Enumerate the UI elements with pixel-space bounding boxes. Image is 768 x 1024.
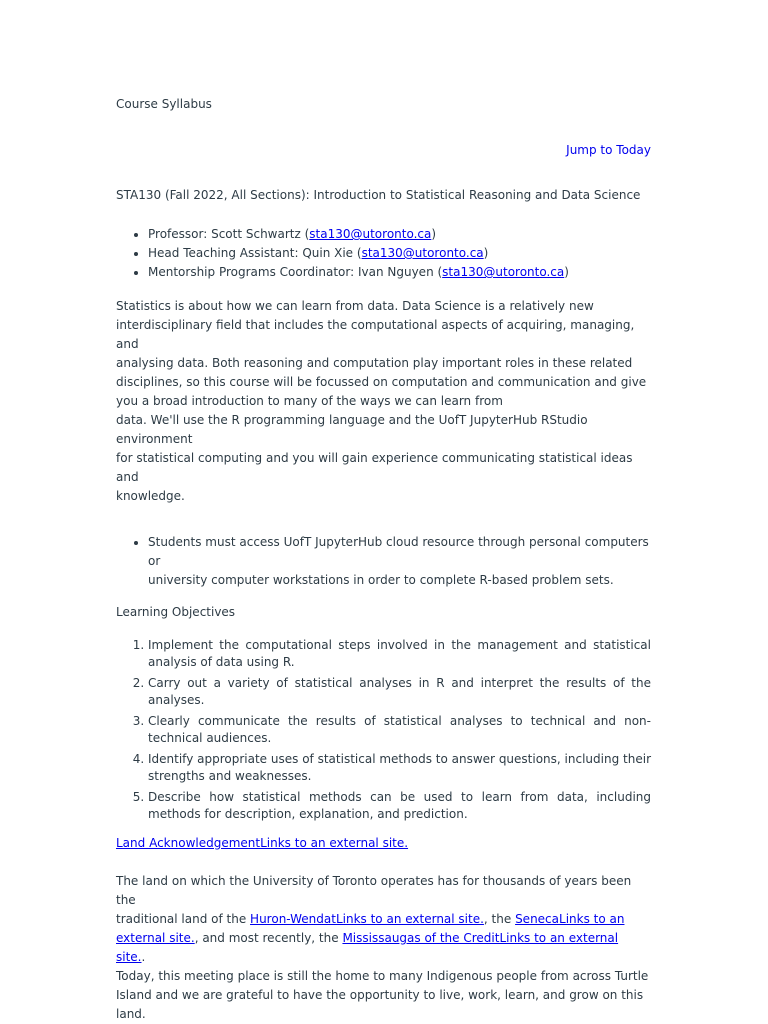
land-paragraph — [116, 872, 651, 1024]
staff-suffix: ) — [431, 227, 437, 241]
seneca-link-continued[interactable]: external site. — [116, 931, 195, 945]
staff-item — [148, 244, 651, 263]
mississaugas-link[interactable]: Mississaugas of the CreditLinks to an external site. — [116, 931, 619, 964]
page-heading: Course Syllabus — [116, 97, 212, 111]
intro-paragraph — [116, 297, 651, 506]
land-text: . — [141, 950, 146, 964]
land-line: The land on which the University of Toronto operates has for thousands of years been the — [116, 874, 632, 907]
land-text: traditional land of the — [116, 912, 251, 926]
intro-line: disciplines, so this course will be focussed on computation and communication and give — [116, 375, 647, 389]
seneca-link[interactable]: SenecaLinks to an — [515, 912, 625, 926]
staff-suffix: ) — [483, 246, 489, 260]
objectives-list — [116, 637, 651, 823]
staff-item — [148, 263, 651, 282]
objectives-heading: Learning Objectives — [116, 605, 236, 619]
land-line: land. — [116, 1007, 146, 1021]
land-line — [116, 929, 651, 967]
staff-email-link[interactable]: sta130@utoronto.ca — [361, 246, 484, 260]
staff-role-text: Head Teaching Assistant: Quin Xie ( — [148, 246, 362, 260]
access-note-line: university computer workstations in order to complete R-based problem sets. — [148, 573, 614, 587]
objective-item: 5. Describe how statistical methods can be used to learn from data, including methods for description, explanation, and prediction. — [148, 789, 651, 823]
intro-line: for statistical computing and you will gain experience communicating statistical ideas and — [116, 451, 633, 484]
land-line: Today, this meeting place is still the home to many Indigenous people from across Turtle — [116, 969, 649, 983]
access-note-list — [116, 533, 651, 590]
land-line — [116, 910, 651, 929]
staff-item — [148, 225, 651, 244]
access-note-line: • Students must access UofT JupyterHub cloud resource through personal computers or — [148, 535, 649, 568]
staff-email-link[interactable]: sta130@utoronto.ca — [442, 265, 565, 279]
intro-line: data. We'll use the R programming language and the UofT JupyterHub RStudio environment — [116, 413, 588, 446]
staff-suffix: ) — [564, 265, 569, 279]
intro-line: Statistics is about how we can learn from data. Data Science is a relatively new — [116, 299, 594, 313]
land-text: , and most recently, the — [194, 931, 343, 945]
objective-item: 3. Clearly communicate the results of statistical analyses to technical and non-technical audiences. — [148, 713, 651, 747]
objective-item: 2. Carry out a variety of statistical analyses in R and interpret the results of the analyses. — [148, 675, 651, 709]
staff-email-link[interactable]: sta130@utoronto.ca — [309, 227, 432, 241]
land-line: Island and we are grateful to have the opportunity to live, work, learn, and grow on this — [116, 988, 644, 1002]
syllabus-content — [116, 95, 651, 1024]
access-note-item — [148, 533, 651, 590]
intro-line: knowledge. — [116, 489, 185, 503]
objective-item: 4. Identify appropriate uses of statistical methods to answer questions, including their strengths and weaknesses. — [148, 751, 651, 785]
staff-role-text: Mentorship Programs Coordinator: Ivan Nguyen ( — [148, 265, 443, 279]
land-acknowledgement-link-row — [116, 834, 651, 853]
objective-item: 1. Implement the computational steps involved in the management and statistical analysis of data using R. — [148, 637, 651, 671]
intro-line: you a broad introduction to many of the ways we can learn from — [116, 394, 503, 408]
intro-line: interdisciplinary field that includes the computational aspects of acquiring, managing, and — [116, 318, 635, 351]
land-text: , the — [483, 912, 516, 926]
intro-line: analysing data. Both reasoning and computation play important roles in these related — [116, 356, 633, 370]
staff-role-text: Professor: Scott Schwartz ( — [148, 227, 310, 241]
course-title: STA130 (Fall 2022, All Sections): Introduction to Statistical Reasoning and Data Science — [116, 188, 641, 202]
land-acknowledgement-link[interactable]: Land AcknowledgementLinks to an external site. — [116, 836, 409, 850]
jump-to-today-link[interactable]: Jump to Today — [566, 143, 651, 157]
huron-wendat-link[interactable]: Huron-WendatLinks to an external site. — [250, 912, 484, 926]
staff-list — [116, 225, 651, 282]
